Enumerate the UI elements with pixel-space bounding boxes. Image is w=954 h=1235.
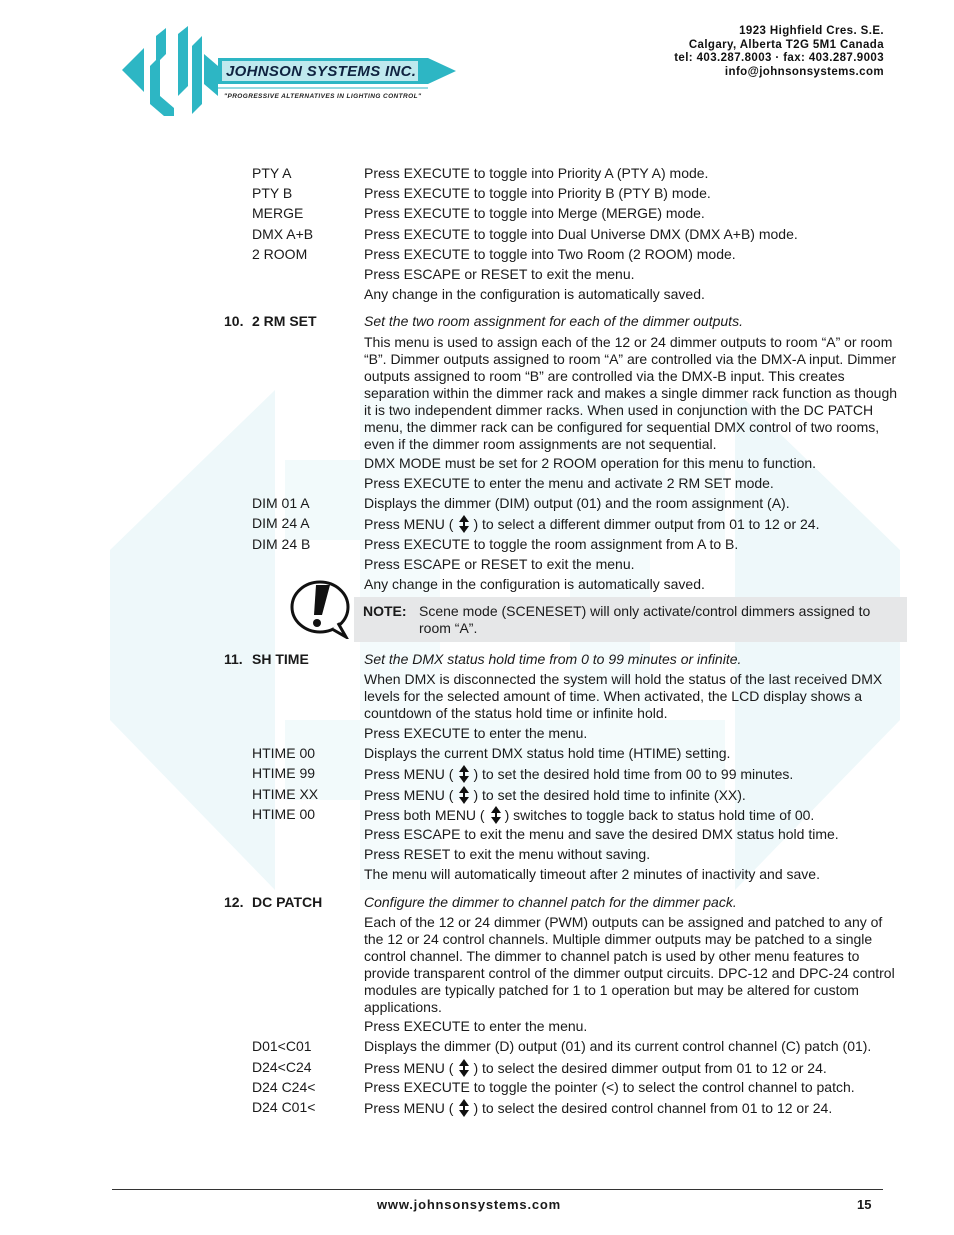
step-label: D24<C24 xyxy=(252,1059,312,1075)
step-text xyxy=(364,786,900,804)
step-text: Displays the dimmer (D) output (01) and its current control channel (C) patch (01). xyxy=(364,1038,872,1054)
step-label: DIM 01 A xyxy=(252,495,310,511)
step-text: Displays the dimmer (DIM) output (01) and the room assignment (A). xyxy=(364,495,790,511)
note-label: NOTE: xyxy=(363,603,407,619)
escape-line: Press ESCAPE to exit the menu and save the desired DMX status hold time. xyxy=(364,826,839,842)
step-text xyxy=(364,515,900,533)
step-text: Displays the current DMX status hold time (HTIME) setting. xyxy=(364,745,731,761)
address-street: 1923 Highfield Cres. S.E. xyxy=(739,25,884,37)
step-text-post: ) to select the desired dimmer output from 01 to 12 or 24. xyxy=(473,1060,827,1076)
enter-menu-line: Press EXECUTE to enter the menu. xyxy=(364,725,588,741)
step-text-post: ) to set the desired hold time from 00 to 99 minutes. xyxy=(473,766,794,782)
mode-label: PTY A xyxy=(252,165,292,181)
section-number: 10. xyxy=(224,313,244,329)
step-text-post: ) switches to toggle back to status hold time of 00. xyxy=(504,807,815,823)
step-text: Press EXECUTE to toggle the pointer (<) to select the control channel to patch. xyxy=(364,1079,855,1095)
step-label: D24 C01< xyxy=(252,1099,316,1115)
step-label: D01<C01 xyxy=(252,1038,312,1054)
enter-menu-line: Press EXECUTE to enter the menu. xyxy=(364,1018,588,1034)
section-summary: Set the DMX status hold time from 0 to 99 minutes or infinite. xyxy=(364,651,742,667)
mode-text: Press EXECUTE to toggle into Two Room (2 ROOM) mode. xyxy=(364,246,736,262)
step-text-pre: Press MENU ( xyxy=(364,1100,454,1116)
address-phone: tel: 403.287.8003 · fax: 403.287.9003 xyxy=(674,52,884,64)
step-text-post: ) to select a different dimmer output from 01 to 12 or 24. xyxy=(473,516,820,532)
up-down-arrow-icon xyxy=(459,1059,469,1077)
section-description: This menu is used to assign each of the 12 or 24 dimmer outputs to room “A” or room “B”. Dimmer outputs assigned to room “A” are controlled via the DMX-A input. Dimmer outputs assigned to room “B” are controlled via the DMX-B input. This creates separation within the dimmer rack and makes a single dimmer rack function as though it is two independent dimmer racks. When used in conjunction with the DC PATCH menu, the dimmer rack can be configured for sequential DMX control of two rooms, even if the dimmer room assignments are not sequential. xyxy=(364,334,898,452)
step-text xyxy=(364,1059,900,1077)
mode-label: DMX A+B xyxy=(252,226,314,242)
footer-divider xyxy=(112,1189,883,1190)
step-label: DIM 24 A xyxy=(252,515,310,531)
mode-label: PTY B xyxy=(252,185,293,201)
step-text-post: ) to select the desired control channel from 01 to 12 or 24. xyxy=(473,1100,833,1116)
section-number: 12. xyxy=(224,894,244,910)
up-down-arrow-icon xyxy=(459,515,469,533)
note-text: Scene mode (SCENESET) will only activate/control dimmers assigned to room “A”. xyxy=(419,603,871,636)
section-description: Each of the 12 or 24 dimmer (PWM) outputs can be assigned and patched to any of the 12 or 24 control channels. Multiple dimmer outputs may be patched to a single control channel. The dimmer to channel patch is used by other menu features to provide transparent control of the dimmer output circuits. DPC-12 and DPC-24 control modules are typically patched for 1 to 1 operation but may be altered for custom applications. xyxy=(364,914,895,1015)
step-text-pre: Press MENU ( xyxy=(364,787,454,803)
step-label: HTIME 00 xyxy=(252,745,316,761)
footer-website-link[interactable]: www.johnsonsystems.com xyxy=(377,1197,561,1212)
page-number: 15 xyxy=(857,1197,872,1212)
step-text-post: ) to set the desired hold time to infinite (XX). xyxy=(473,787,746,803)
step-label: HTIME XX xyxy=(252,786,319,802)
section-title: DC PATCH xyxy=(252,894,323,910)
logo-name: JOHNSON SYSTEMS INC. xyxy=(226,63,417,80)
warning-exclamation-icon xyxy=(286,577,356,639)
company-address xyxy=(674,25,884,79)
section-title: SH TIME xyxy=(252,651,309,667)
saved-line: Any change in the configuration is automatically saved. xyxy=(364,576,705,592)
mode-text: Press ESCAPE or RESET to exit the menu. xyxy=(364,266,635,282)
up-down-arrow-icon xyxy=(459,1099,469,1117)
logo-tagline: "PROGRESSIVE ALTERNATIVES IN LIGHTING CONTROL" xyxy=(224,93,422,100)
step-text: Press EXECUTE to toggle the room assignment from A to B. xyxy=(364,536,739,552)
dmx-mode-requirement: DMX MODE must be set for 2 ROOM operation for this menu to function. xyxy=(364,455,817,471)
section-number: 11. xyxy=(224,651,243,667)
step-text-pre: Press both MENU ( xyxy=(364,807,485,823)
mode-text: Any change in the configuration is automatically saved. xyxy=(364,286,705,302)
step-label: HTIME 00 xyxy=(252,806,316,822)
step-text-pre: Press MENU ( xyxy=(364,1060,454,1076)
mode-text: Press EXECUTE to toggle into Dual Universe DMX (DMX A+B) mode. xyxy=(364,226,798,242)
section-summary: Set the two room assignment for each of the dimmer outputs. xyxy=(364,313,743,329)
up-down-arrow-icon xyxy=(491,806,501,824)
escape-line: Press ESCAPE or RESET to exit the menu. xyxy=(364,556,635,572)
mode-label: MERGE xyxy=(252,205,304,221)
timeout-line: The menu will automatically timeout after 2 minutes of inactivity and save. xyxy=(364,866,820,882)
enter-menu-line: Press EXECUTE to enter the menu and activate 2 RM SET mode. xyxy=(364,475,774,491)
mode-text: Press EXECUTE to toggle into Merge (MERGE) mode. xyxy=(364,205,705,221)
step-label: DIM 24 B xyxy=(252,536,311,552)
address-email: info@johnsonsystems.com xyxy=(724,65,884,78)
section-title: 2 RM SET xyxy=(252,313,317,329)
step-label: D24 C24< xyxy=(252,1079,316,1095)
reset-line: Press RESET to exit the menu without saving. xyxy=(364,846,651,862)
step-text xyxy=(364,806,900,824)
step-text-pre: Press MENU ( xyxy=(364,766,454,782)
address-city: Calgary, Alberta T2G 5M1 Canada xyxy=(688,38,884,51)
step-text xyxy=(364,1099,900,1117)
step-text-pre: Press MENU ( xyxy=(364,516,454,532)
mode-text: Press EXECUTE to toggle into Priority A (PTY A) mode. xyxy=(364,165,709,181)
step-label: HTIME 99 xyxy=(252,765,316,781)
mode-text: Press EXECUTE to toggle into Priority B (PTY B) mode. xyxy=(364,185,711,201)
up-down-arrow-icon xyxy=(459,786,469,804)
section-summary: Configure the dimmer to channel patch for the dimmer pack. xyxy=(364,894,737,910)
up-down-arrow-icon xyxy=(459,765,469,783)
step-text xyxy=(364,765,900,783)
section-description: When DMX is disconnected the system will hold the status of the last received DMX levels for the selected amount of time. When activated, the LCD display shows a countdown of the status hold time or infinite hold. xyxy=(364,671,883,721)
mode-label: 2 ROOM xyxy=(252,246,308,262)
